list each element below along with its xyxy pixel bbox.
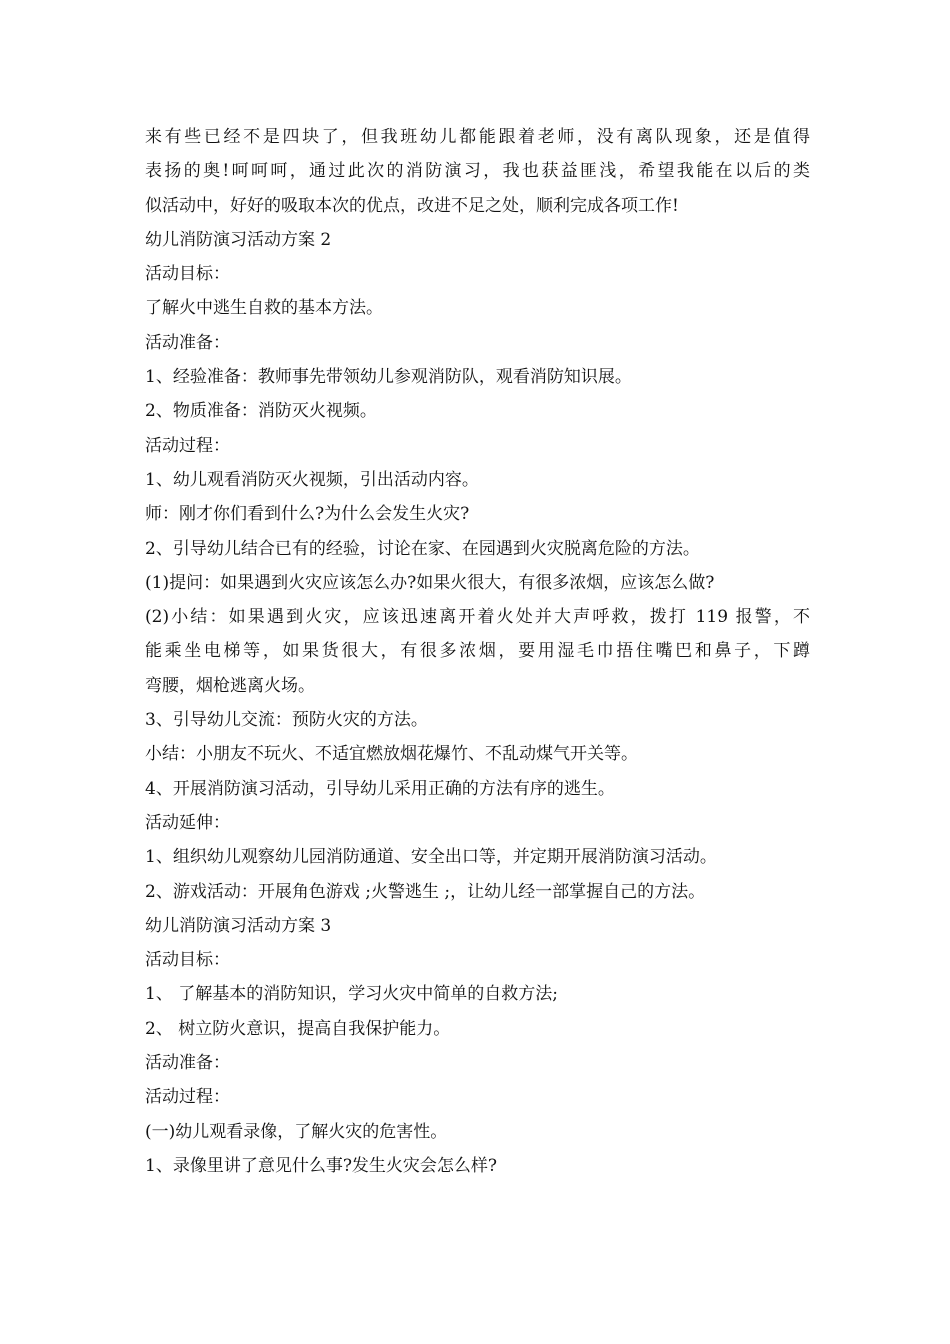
paragraph-line: 1、经验准备：教师事先带领幼儿参观消防队，观看消防知识展。 [145,367,632,388]
paragraph-line: 1、 了解基本的消防知识，学习火灾中简单的自救方法; [145,984,558,1005]
paragraph-line: 2、引导幼儿结合已有的经验，讨论在家、在园遇到火灾脱离危险的方法。 [145,538,700,559]
paragraph-line: 表扬的奥!呵呵呵，通过此次的消防演习，我也获益匪浅，希望我能在以后的类 [145,161,810,182]
subheading: 活动准备： [145,1053,230,1074]
section-heading: 幼儿消防演习活动方案 3 [145,915,332,936]
paragraph-line: 似活动中，好好的吸取本次的优点，改进不足之处，顺利完成各项工作! [145,195,679,216]
paragraph-line: 1、录像里讲了意见什么事?发生火灾会怎么样? [145,1155,498,1176]
paragraph-line: 2、物质准备：消防灭火视频。 [145,401,377,422]
paragraph-line: 师：刚才你们看到什么?为什么会发生火灾? [145,504,470,525]
paragraph-line: 2、游戏活动：开展角色游戏 ;火警逃生 ;，让幼儿经一部掌握自己的方法。 [145,881,706,902]
paragraph-line: 了解火中逃生自救的基本方法。 [145,298,383,319]
paragraph-line: 弯腰，烟枪逃离火场。 [145,675,315,696]
paragraph-line: 小结：小朋友不玩火、不适宜燃放烟花爆竹、不乱动煤气开关等。 [145,744,638,765]
paragraph-line: (1)提问：如果遇到火灾应该怎么办?如果火很大，有很多浓烟，应该怎么做? [145,572,715,593]
paragraph-line: 1、组织幼儿观察幼儿园消防通道、安全出口等，并定期开展消防演习活动。 [145,847,717,868]
subheading: 活动过程： [145,435,230,456]
section-heading: 幼儿消防演习活动方案 2 [145,229,332,250]
subheading: 活动过程： [145,1087,230,1108]
paragraph-line: 1、幼儿观看消防灭火视频，引出活动内容。 [145,469,479,490]
paragraph-line: 4、开展消防演习活动，引导幼儿采用正确的方法有序的逃生。 [145,778,615,799]
paragraph-line: (2)小结：如果遇到火灾，应该迅速离开着火处并大声呼救，拨打 119 报警，不 [145,607,810,628]
paragraph-line: 3、引导幼儿交流：预防火灾的方法。 [145,710,428,731]
paragraph-line: 2、 树立防火意识，提高自我保护能力。 [145,1018,451,1039]
paragraph-line: 能乘坐电梯等，如果货很大，有很多浓烟，要用湿毛巾捂住嘴巴和鼻子，下蹲 [145,641,810,662]
paragraph-line: (一)幼儿观看录像，了解火灾的危害性。 [145,1121,448,1142]
subheading: 活动目标： [145,950,230,971]
document-body [145,120,810,1183]
paragraph-line: 来有些已经不是四块了，但我班幼儿都能跟着老师，没有离队现象，还是值得 [145,127,810,147]
subheading: 活动延伸： [145,812,230,833]
subheading: 活动准备： [145,332,230,353]
subheading: 活动目标： [145,264,230,285]
